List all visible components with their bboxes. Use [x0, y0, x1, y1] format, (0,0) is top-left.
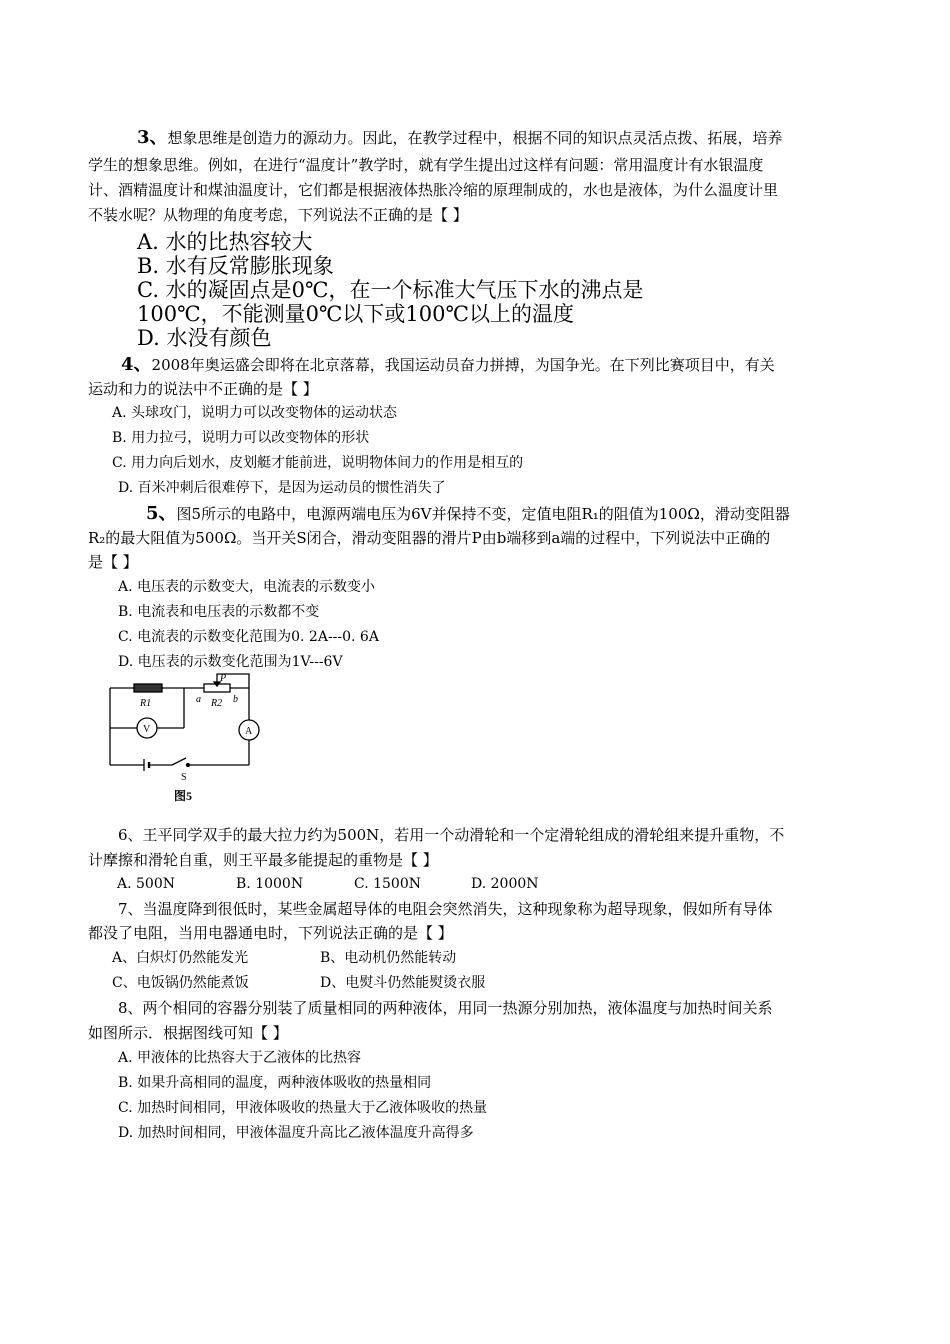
q8-option-d: D. 加热时间相同，甲液体温度升高比乙液体温度升高得多 — [118, 1125, 474, 1141]
label-r1: R1 — [140, 698, 152, 709]
q8-stem-1: 8、两个相同的容器分别装了质量相同的两种液体，用同一热源分别加热，液体温度与加热时间关系 — [118, 999, 773, 1017]
q4-option-a: A. 头球攻门，说明力可以改变物体的运动状态 — [112, 405, 398, 421]
q6-option-d: D. 2000N — [471, 876, 539, 892]
q5-option-a: A. 电压表的示数变大，电流表的示数变小 — [118, 579, 376, 595]
resistor-r1 — [134, 684, 162, 692]
q3-option-a: A. 水的比热容较大 — [137, 230, 313, 254]
q5-option-b: B. 电流表和电压表的示数都不变 — [118, 604, 320, 620]
label-amm: A — [245, 726, 253, 737]
q7-stem-2: 都没了电阻，当用电器通电时，下列说法正确的是【 】 — [88, 924, 453, 942]
q4-number: 4、 — [121, 354, 152, 375]
q7-option-d: D、电熨斗仍然能熨烫衣服 — [320, 975, 486, 991]
q3-stem-2: 学生的想象思维。例如，在进行“温度计”教学时，就有学生提出过这样有问题：常用温度计有水银温度 — [88, 156, 764, 174]
q6-option-a: A. 500N — [117, 876, 175, 892]
q7-stem-1: 7、当温度降到很低时，某些金属超导体的电阻会突然消失，这种现象称为超导现象，假如所有导体 — [118, 900, 773, 918]
q3-option-b: B. 水有反常膨胀现象 — [137, 254, 334, 278]
q5-line-1 — [146, 504, 790, 524]
q4-stem-1: 2008年奥运盛会即将在北京落幕，我国运动员奋力拼搏，为国争光。在下列比赛项目中，有关 — [151, 356, 775, 374]
q8-option-a: A. 甲液体的比热容大于乙液体的比热容 — [118, 1050, 362, 1066]
circuit-diagram-figure — [104, 670, 269, 805]
q7-option-c: C、电饭锅仍然能煮饭 — [112, 975, 249, 991]
switch-s — [172, 758, 186, 765]
q6-stem-1: 6、王平同学双手的最大拉力约为500N，若用一个动滑轮和一个定滑轮组成的滑轮组来提升重物，不 — [118, 826, 785, 844]
q5-stem-1: 图5所示的电路中，电源两端电压为6V并保持不变，定值电阻R₁的阻值为100Ω，滑动变阻器 — [176, 505, 790, 523]
q5-option-d: D. 电压表的示数变化范围为1V---6V — [118, 654, 343, 670]
q5-option-c: C. 电流表的示数变化范围为0. 2A---0. 6A — [118, 629, 379, 645]
q8-stem-2: 如图所示．根据图线可知【 】 — [88, 1024, 288, 1042]
label-p: P — [220, 673, 227, 684]
q4-option-d: D. 百米冲刺后很难停下，是因为运动员的惯性消失了 — [118, 480, 446, 496]
q4-option-b: B. 用力拉弓，说明力可以改变物体的形状 — [112, 430, 370, 446]
q6-stem-2: 计摩擦和滑轮自重，则王平最多能提起的重物是【 】 — [88, 851, 438, 869]
q3-number: 3、 — [137, 127, 168, 148]
q7-option-a: A、白炽灯仍然能发光 — [112, 950, 249, 966]
q3-stem-3: 计、酒精温度计和煤油温度计，它们都是根据液体热胀冷缩的原理制成的，水也是液体，为什么温度计里 — [88, 181, 779, 199]
label-v: V — [143, 724, 151, 735]
q4-stem-2: 运动和力的说法中不正确的是【 】 — [88, 380, 318, 398]
q3-line-1 — [137, 128, 783, 148]
q6-option-b: B. 1000N — [236, 876, 304, 892]
q3-stem-1: 想象思维是创造力的源动力。因此，在教学过程中，根据不同的知识点灵活点拨、拓展，培养 — [167, 129, 783, 147]
q4-line-1 — [121, 355, 775, 375]
label-r2: R2 — [211, 698, 223, 709]
q3-option-d: D. 水没有颜色 — [137, 326, 272, 350]
figure-caption: 图5 — [174, 789, 193, 803]
q8-option-b: B. 如果升高相同的温度，两种液体吸收的热量相同 — [118, 1075, 432, 1091]
q3-stem-4: 不装水呢？从物理的角度考虑，下列说法不正确的是【 】 — [88, 206, 468, 224]
q3-option-c-cont: 100℃，不能测量0℃以下或100℃以上的温度 — [137, 302, 574, 326]
q7-option-b: B、电动机仍然能转动 — [320, 950, 457, 966]
label-a: a — [196, 694, 201, 705]
q5-number: 5、 — [146, 503, 177, 524]
label-b: b — [233, 694, 238, 705]
q5-stem-2: R₂的最大阻值为500Ω。当开关S闭合，滑动变阻器的滑片P由b端移到a端的过程中，下列说法中正确的 — [88, 529, 771, 547]
q3-option-c: C. 水的凝固点是0℃，在一个标准大气压下水的沸点是 — [137, 278, 644, 302]
q8-option-c: C. 加热时间相同，甲液体吸收的热量大于乙液体吸收的热量 — [118, 1100, 488, 1116]
q5-stem-3: 是【 】 — [88, 553, 138, 571]
q6-option-c: C. 1500N — [354, 876, 421, 892]
label-s: S — [181, 772, 187, 783]
q4-option-c: C. 用力向后划水，皮划艇才能前进，说明物体间力的作用是相互的 — [112, 455, 524, 471]
